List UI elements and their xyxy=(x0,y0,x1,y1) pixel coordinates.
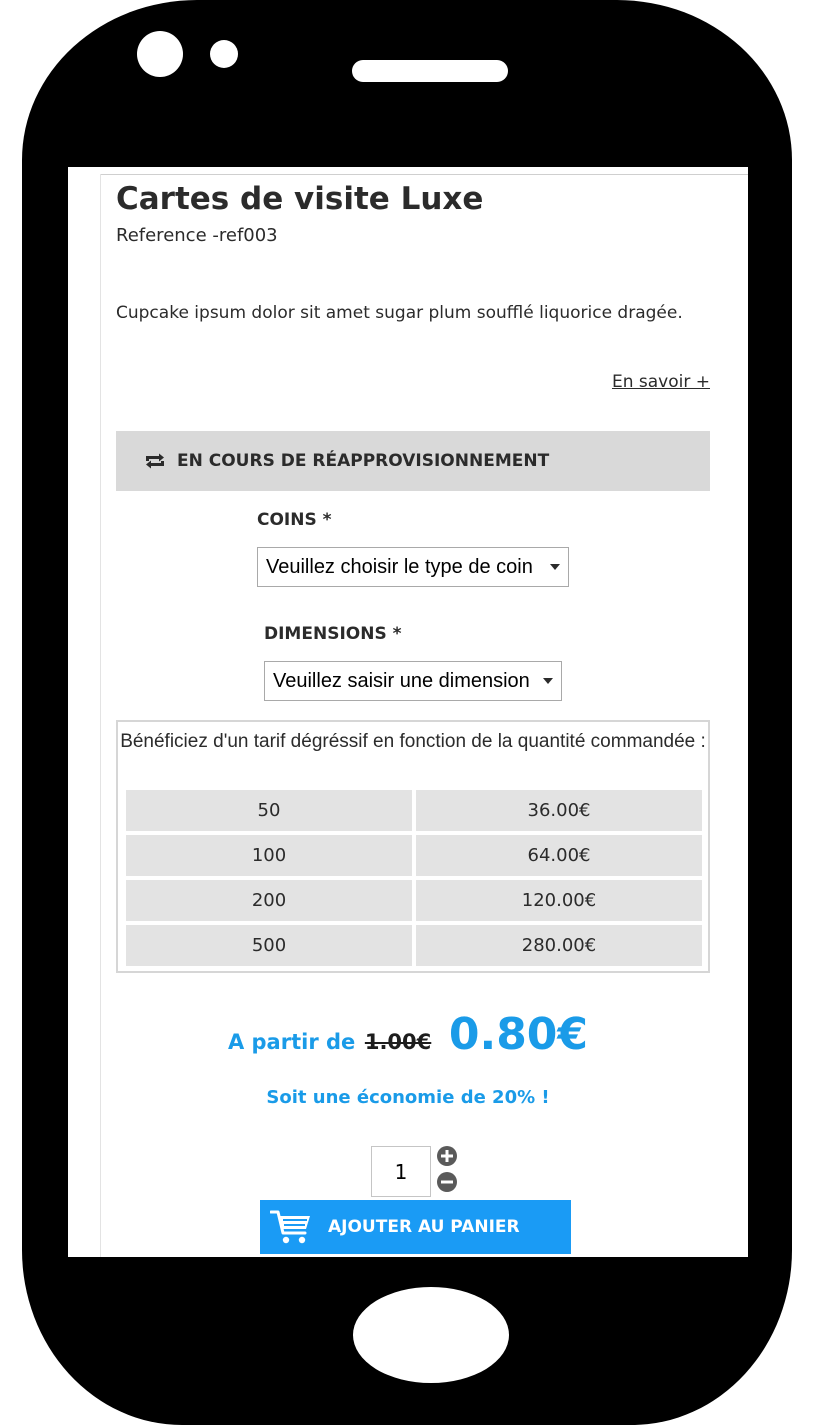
restock-icon xyxy=(144,453,166,469)
minus-icon[interactable] xyxy=(437,1172,457,1192)
product-reference: Reference -ref003 xyxy=(116,225,278,246)
table-row xyxy=(126,790,702,831)
tiered-pricing-table xyxy=(122,786,706,970)
current-price: 0.80€ xyxy=(448,1009,589,1060)
tier-quantity: 100 xyxy=(126,835,412,876)
table-row xyxy=(126,835,702,876)
corners-select[interactable] xyxy=(257,547,569,587)
table-row xyxy=(126,925,702,966)
learn-more-link[interactable]: En savoir + xyxy=(611,372,710,392)
corners-select-value: Veuillez choisir le type de coin xyxy=(266,555,533,578)
tier-quantity: 500 xyxy=(126,925,412,966)
dimensions-select-value: Veuillez saisir une dimension xyxy=(273,669,530,692)
dimensions-select[interactable] xyxy=(264,661,562,701)
screen xyxy=(68,167,748,1257)
tiered-pricing-intro: Bénéficiez d'un tarif dégréssif en fonction de la quantité commandée : xyxy=(120,731,706,752)
price-from-label: A partir de xyxy=(227,1030,356,1054)
tier-price: 36.00€ xyxy=(416,790,702,831)
plus-icon[interactable] xyxy=(437,1146,457,1166)
camera-sensor xyxy=(210,40,238,68)
chevron-down-icon xyxy=(548,560,562,574)
corners-label: COINS * xyxy=(257,510,332,530)
cart-icon xyxy=(270,1209,312,1245)
tier-price: 120.00€ xyxy=(416,880,702,921)
price-line xyxy=(68,1009,748,1060)
chevron-down-icon xyxy=(541,674,555,688)
tier-quantity: 200 xyxy=(126,880,412,921)
add-to-cart-label: AJOUTER AU PANIER xyxy=(328,1217,520,1237)
tier-price: 64.00€ xyxy=(416,835,702,876)
tiered-pricing-box xyxy=(116,720,710,973)
tier-price: 280.00€ xyxy=(416,925,702,966)
table-row xyxy=(126,880,702,921)
tier-quantity: 50 xyxy=(126,790,412,831)
old-price: 1.00€ xyxy=(364,1030,432,1054)
dimensions-label: DIMENSIONS * xyxy=(264,624,402,644)
add-to-cart-button[interactable] xyxy=(260,1200,571,1254)
camera-lens xyxy=(137,31,183,77)
product-description: Cupcake ipsum dolor sit amet sugar plum soufflé liquorice dragée. xyxy=(116,303,683,323)
stock-status-banner xyxy=(116,431,710,491)
divider xyxy=(101,174,748,175)
quantity-input[interactable]: 1 xyxy=(371,1146,431,1197)
product-title: Cartes de visite Luxe xyxy=(116,181,484,217)
savings-text: Soit une économie de 20% ! xyxy=(266,1087,550,1108)
speaker-grille xyxy=(352,60,508,82)
stock-status-text: EN COURS DE RÉAPPROVISIONNEMENT xyxy=(177,451,550,471)
home-button[interactable] xyxy=(353,1287,509,1383)
